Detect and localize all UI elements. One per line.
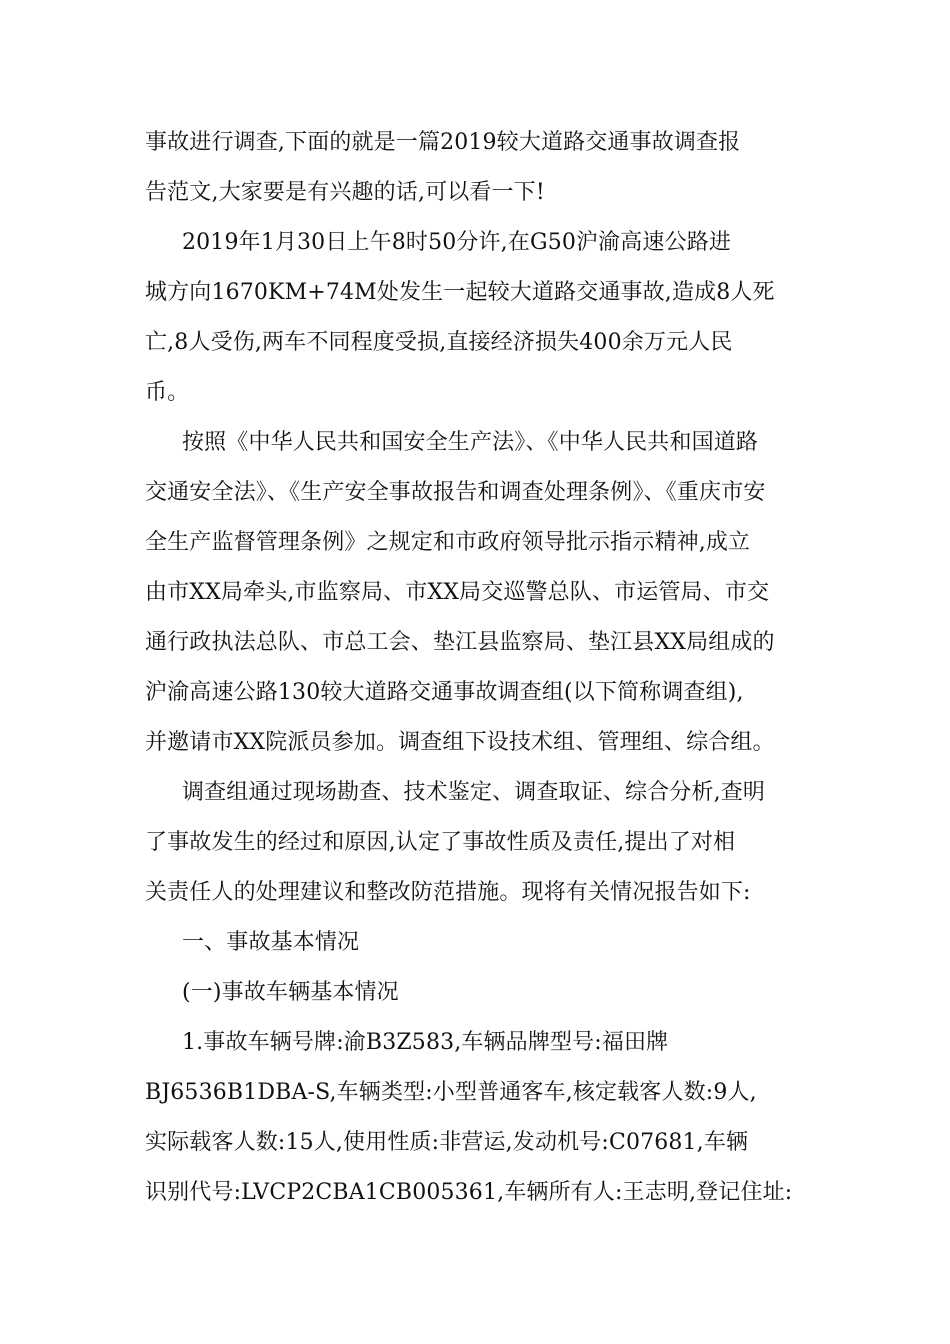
text-line: 沪渝高速公路130较大道路交通事故调查组(以下简称调查组),: [145, 680, 744, 705]
text-line: 由市XX局牵头,市监察局、市XX局交巡警总队、市运管局、市交: [145, 580, 770, 605]
text-line: BJ6536B1DBA-S,车辆类型:小型普通客车,核定载客人数:9人,: [145, 1080, 757, 1105]
text-line: 实际载客人数:15人,使用性质:非营运,发动机号:C07681,车辆: [145, 1130, 749, 1155]
text-line: 了事故发生的经过和原因,认定了事故性质及责任,提出了对相: [145, 830, 736, 855]
text-line: 并邀请市XX院派员参加。调查组下设技术组、管理组、综合组。: [145, 730, 775, 755]
text-line: 调查组通过现场勘查、技术鉴定、调查取证、综合分析,查明: [182, 780, 766, 805]
subsection-heading: (一)事故车辆基本情况: [182, 980, 399, 1005]
section-heading: 一、事故基本情况: [182, 930, 360, 955]
text-line: 按照《中华人民共和国安全生产法》、《中华人民共和国道路: [182, 430, 759, 455]
text-line: 币。: [145, 380, 190, 405]
text-line: 城方向1670KM+74M处发生一起较大道路交通事故,造成8人死: [145, 280, 775, 305]
text-line: 1.事故车辆号牌:渝B3Z583,车辆品牌型号:福田牌: [182, 1030, 669, 1055]
text-line: 亡,8人受伤,两车不同程度受损,直接经济损失400余万元人民: [145, 330, 733, 355]
text-line: 通行政执法总队、市总工会、垫江县监察局、垫江县XX局组成的: [145, 630, 775, 655]
text-line: 识别代号:LVCP2CBA1CB005361,车辆所有人:王志明,登记住址:: [145, 1180, 793, 1205]
report-body-text: [145, 118, 805, 1218]
text-line: 关责任人的处理建议和整改防范措施。现将有关情况报告如下:: [145, 880, 751, 905]
text-line: 全生产监督管理条例》之规定和市政府领导批示指示精神,成立: [145, 530, 751, 555]
text-line: 事故进行调查,下面的就是一篇2019较大道路交通事故调查报: [145, 130, 741, 155]
text-line: 告范文,大家要是有兴趣的话,可以看一下!: [145, 180, 545, 205]
text-line: 交通安全法》、《生产安全事故报告和调查处理条例》、《重庆市安: [145, 480, 766, 505]
text-line: 2019年1月30日上午8时50分许,在G50沪渝高速公路进: [182, 230, 732, 255]
